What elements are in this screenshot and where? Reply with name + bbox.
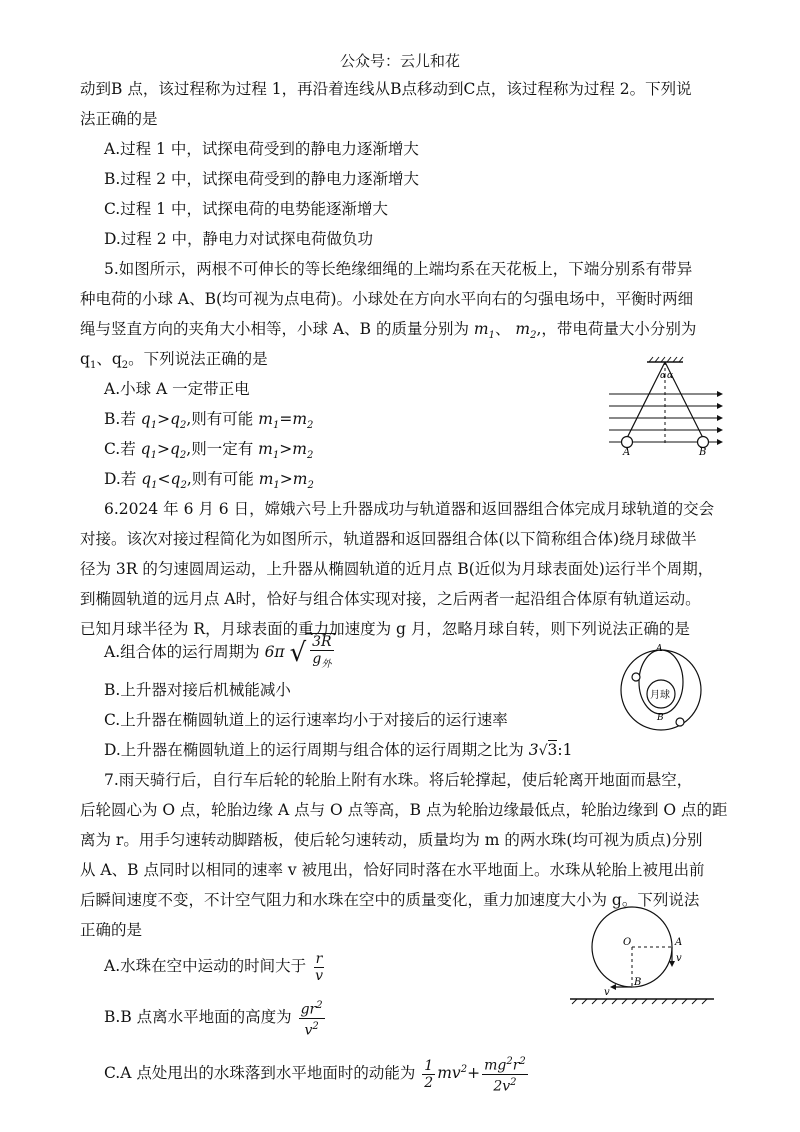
q4-option-d: D.过程 2 中，静电力对试探电荷做负功 xyxy=(104,230,374,248)
q5-option-d: D.若 $q_1<q_2$,则有可能 $m_1>m_2$ xyxy=(104,470,314,492)
q7-fig-label-b: B xyxy=(634,977,642,988)
q5-line-4: $q_1$、$q_2$。下列说法正确的是 xyxy=(80,350,268,372)
q6-line-1: 6.2024 年 6 月 6 日，嫦娥六号上升器成功与轨道器和返回器组合体完成月球轨道的交会 xyxy=(104,500,715,518)
q4-option-b: B.过程 2 中，试探电荷受到的静电力逐渐增大 xyxy=(104,170,420,188)
q6-option-a: A.组合体的运行周期为 6π √ $\frac{3R}{g_外}$ xyxy=(104,633,336,673)
q7-option-b: B.B 点离水平地面的高度为 $\frac{gr^2}{v^2}$ xyxy=(104,1000,323,1039)
q6-line-3: 径为 3R 的匀速圆周运动，上升器从椭圆轨道的近月点 B(近似为月球表面处)运行半个周期， xyxy=(80,560,714,578)
q6-line-2: 对接。该次对接过程简化为如图所示，轨道器和返回器组合体(以下简称组合体)绕月球做半 xyxy=(80,530,697,548)
q6-line-4: 到椭圆轨道的远月点 A时，恰好与组合体实现对接，之后两者一起沿组合体原有轨道运动。 xyxy=(80,590,701,608)
q5-mass-2: $m_2$ xyxy=(515,320,537,342)
q5-option-b: B.若 $q_1>q_2$,则有可能 $m_1=m_2$ xyxy=(104,410,314,432)
q5-line-1: 5.如图所示，两根不可伸长的等长绝缘细绳的上端均系在天花板上，下端分别系有带异 xyxy=(104,260,693,278)
q7-line-6: 正确的是 xyxy=(80,921,143,939)
q6-fig-label-b: B xyxy=(657,713,664,723)
q6-fig-label-a: A xyxy=(656,644,663,654)
q6-option-c: C.上升器在椭圆轨道上的运行速率均小于对接后的运行速率 xyxy=(104,711,508,729)
q6-fig-moon-label: 月球 xyxy=(650,690,670,701)
q5-fig-label-b: B xyxy=(699,447,707,456)
q4-option-c: C.过程 1 中，试探电荷的电势能逐渐增大 xyxy=(104,200,388,218)
q7-line-4: 从 A、B 点同时以相同的速率 v 被甩出，恰好同时落在水平地面上。水珠从轮胎上被甩出前 xyxy=(80,861,705,879)
q5-fig-label-a: A xyxy=(623,447,631,456)
q7-line-1: 7.雨天骑行后，自行车后轮的轮胎上附有水珠。将后轮撑起，使后轮离开地面而悬空， xyxy=(104,771,693,789)
q5-line-3-tail: ，带电荷量大小分别为 xyxy=(541,320,697,338)
page-header: 公众号：云儿和花 xyxy=(339,52,460,70)
q7-figure xyxy=(568,905,718,1005)
q5-line-3: 绳与竖直方向的夹角大小相等，小球 A、B 的质量分别为 $m_1$、 $m_2$,，带电荷量大小分别为 xyxy=(80,320,697,342)
q6-line-5: 已知月球半径为 R，月球表面的重力加速度为 g 月，忽略月球自转，则下列说法正确的是 xyxy=(80,620,690,638)
q6-option-d: D.上升器在椭圆轨道上的运行周期与组合体的运行周期之比为 3√3:1 xyxy=(104,741,573,759)
q4-line-2: 法正确的是 xyxy=(80,110,158,128)
q5-option-c: C.若 $q_1>q_2$,则一定有 $m_1>m_2$ xyxy=(104,440,314,462)
q5-fig-alpha-1: α xyxy=(660,371,667,381)
q5-fig-alpha-2: α xyxy=(667,371,674,381)
q4-option-a: A.过程 1 中，试探电荷受到的静电力逐渐增大 xyxy=(104,140,419,158)
q6-option-b: B.上升器对接后机械能减小 xyxy=(104,681,291,699)
q6-figure xyxy=(616,640,706,735)
q7-fig-label-a: A xyxy=(675,937,683,948)
q7-option-a: A.水珠在空中运动的时间大于 $\frac{r}{v}$ xyxy=(104,950,323,984)
q5-mass-1: $m_1$ xyxy=(473,320,495,342)
q7-line-3: 离为 r。用手匀速转动脚踏板，使后轮匀速转动，质量均为 m 的两水珠(均可视为质点)分别 xyxy=(80,831,703,849)
q7-option-c: C.A 点处甩出的水珠落到水平地面时的动能为 $\frac{1}{2}$ $mv^2+$ $\frac{mg^2r^2}{2v^2}$ xyxy=(104,1056,526,1095)
q7-fig-label-o: O xyxy=(623,937,632,948)
q5-option-a: A.小球 A 一定带正电 xyxy=(104,380,250,398)
q7-line-2: 后轮圆心为 O 点，轮胎边缘 A 点与 O 点等高，B 点为轮胎边缘最低点，轮胎边缘到 O 点的距 xyxy=(80,801,728,819)
q5-line-2: 种电荷的小球 A、B(均可视为点电荷)。小球处在方向水平向右的匀强电场中，平衡时两细 xyxy=(80,290,694,308)
q7-line-5: 后瞬间速度不变，不计空气阻力和水珠在空中的质量变化，重力加速度大小为 g。下列说法 xyxy=(80,891,700,909)
q4-line-1: 动到B 点，该过程称为过程 1，再沿着连线从B点移动到C点，该过程称为过程 2。下列说 xyxy=(80,80,692,98)
q7-fig-label-v1: v xyxy=(676,953,682,964)
q7-fig-label-v2: v xyxy=(604,987,610,998)
q5-line-3-text: 绳与竖直方向的夹角大小相等，小球 A、B 的质量分别为 xyxy=(80,320,474,338)
q5-figure xyxy=(605,356,725,456)
